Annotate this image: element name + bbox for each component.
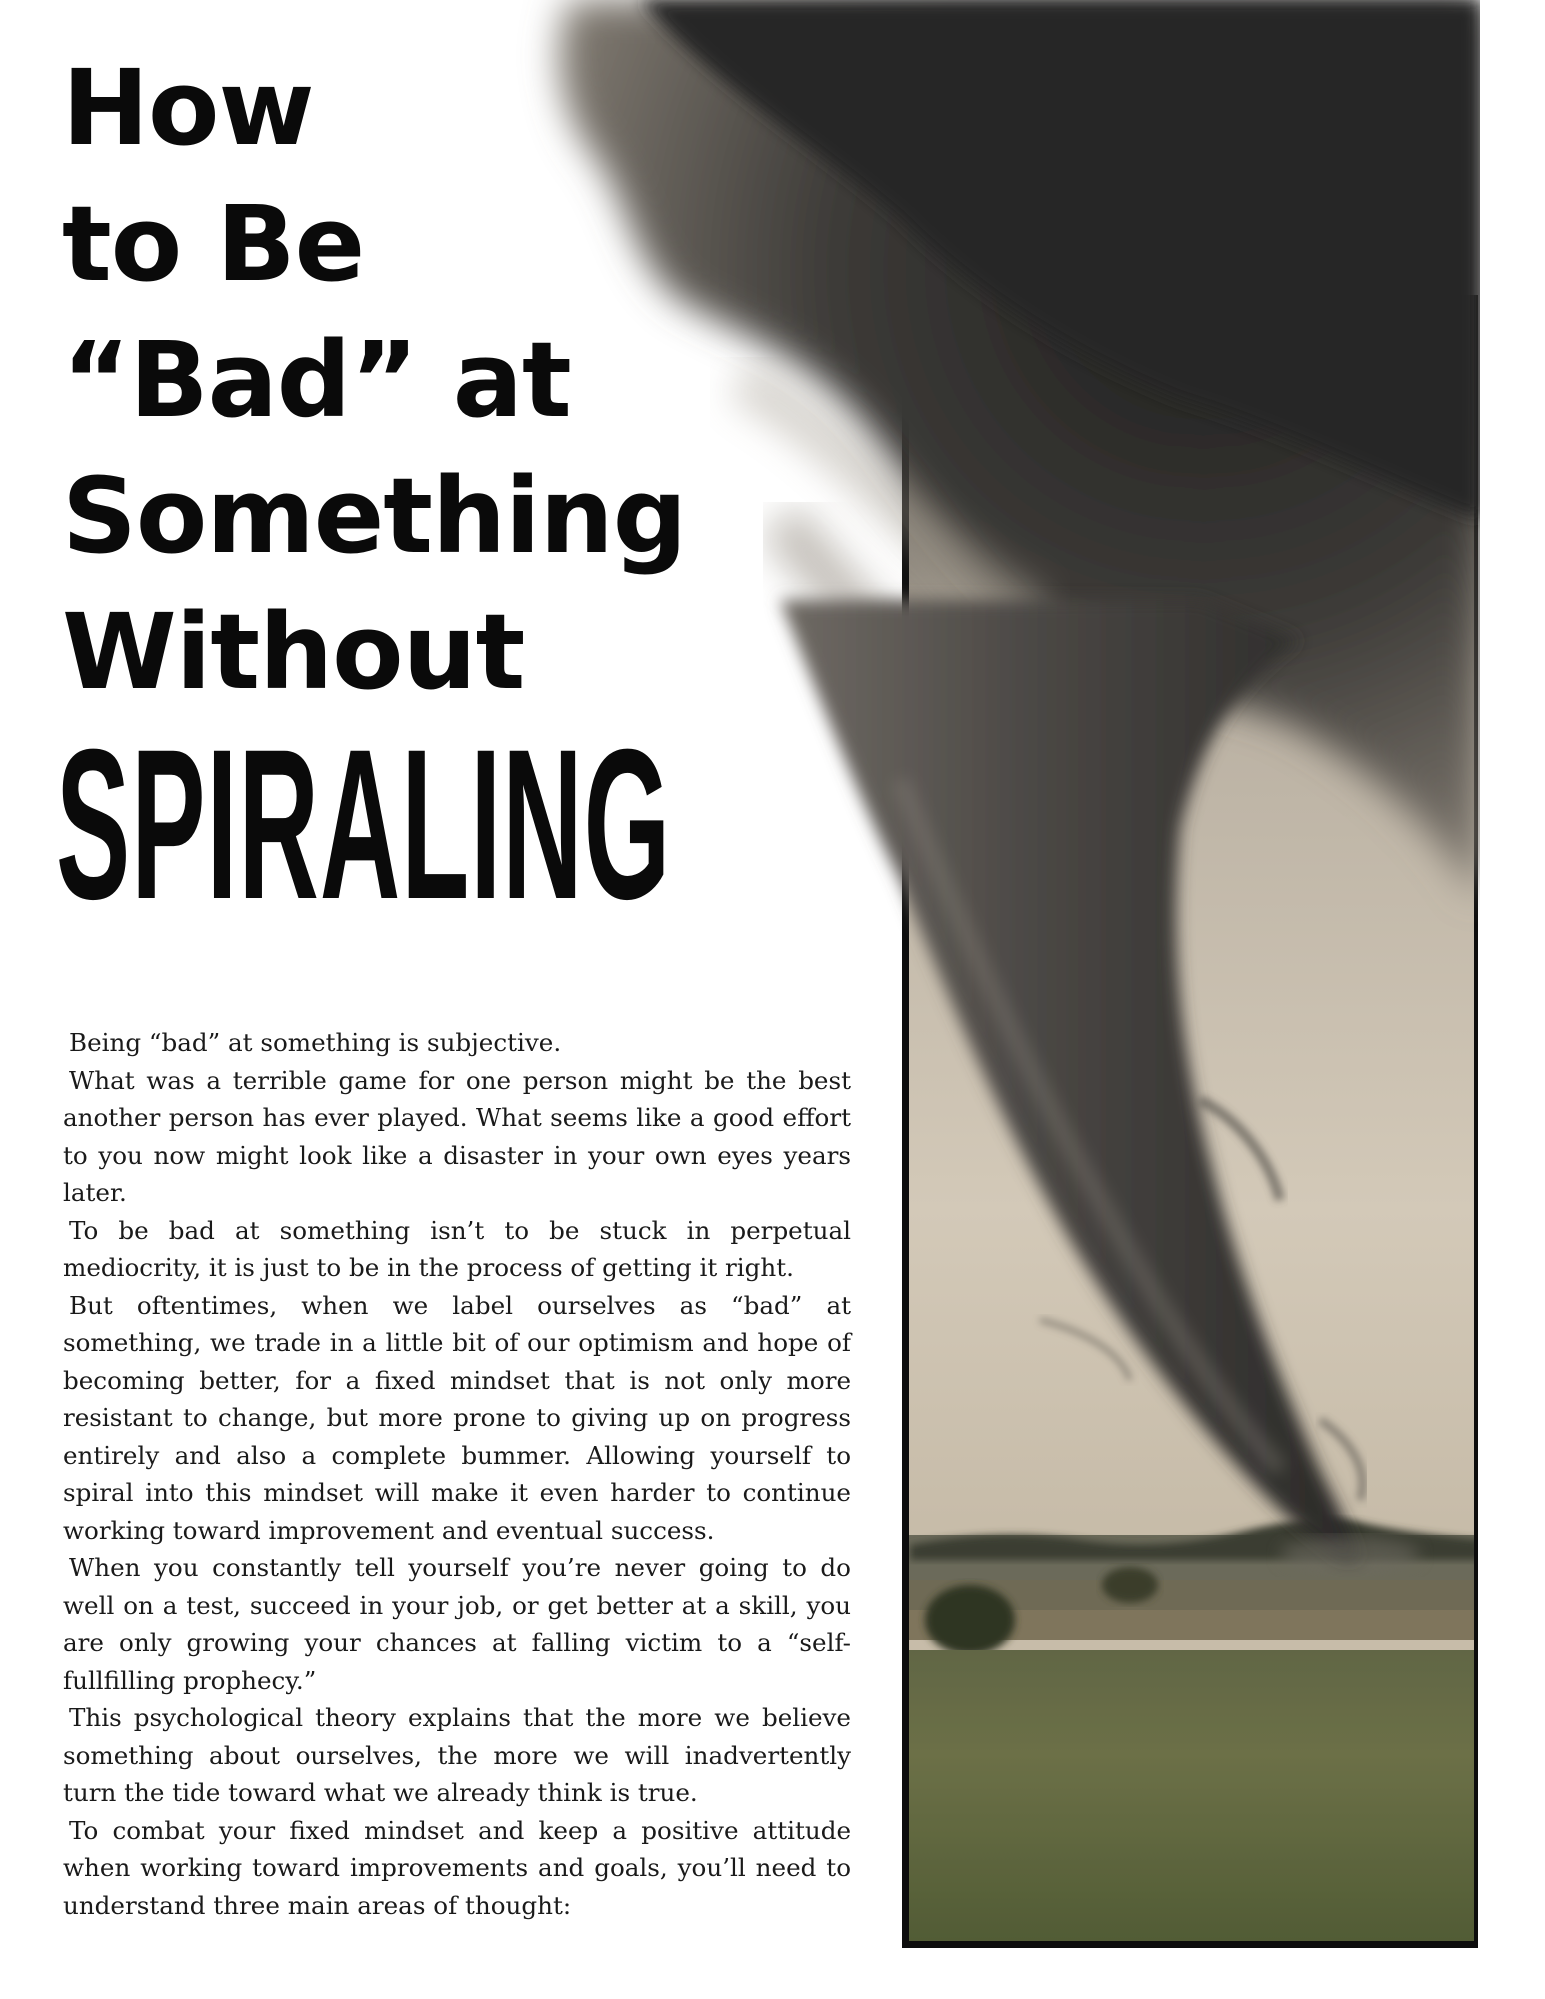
paragraph: Being “bad” at something is subjective. [69, 1028, 562, 1057]
paragraph: What was a terrible game for one person might be the best another person has ever played. What seems like a good effort to you now might look like a disaster in your own eyes years later. [63, 1065, 851, 1207]
headline [62, 40, 686, 720]
article-body [63, 1024, 851, 1924]
headline-line-1: How [62, 47, 314, 169]
paragraph: To be bad at something isn’t to be stuck in perpetual mediocrity, it is just to be in the process of getting it right. [63, 1215, 851, 1282]
headline-line-2: to Be [62, 183, 365, 305]
paragraph: But oftentimes, when we label ourselves as “bad” at something, we trade in a little bit of our optimism and hope of becoming better, for a fixed mindset that is not only more resistant to change, but more prone to giving up on progress entirely and also a complete bummer. Allowing yourself to spiral into this mindset will make it even harder to continue working toward improvement and eventual success. [63, 1290, 851, 1545]
headline-line-5: Without [62, 591, 525, 713]
paragraph: When you constantly tell yourself you’re never going to do well on a test, succeed in your job, or get better at a skill, you are only growing your chances at falling victim to a “self-fullfilling prophecy.” [63, 1553, 851, 1695]
headline-emphasis: SPIRALING [56, 705, 672, 944]
headline-line-3: “Bad” at [62, 319, 571, 441]
paragraph: To combat your fixed mindset and keep a positive attitude when working toward improvements and goals, you’ll need to understand three main areas of thought: [63, 1815, 851, 1920]
headline-line-4: Something [62, 455, 687, 577]
paragraph: This psychological theory explains that the more we believe something about ourselves, the more we will inadvertently turn the tide toward what we already think is true. [63, 1703, 851, 1807]
